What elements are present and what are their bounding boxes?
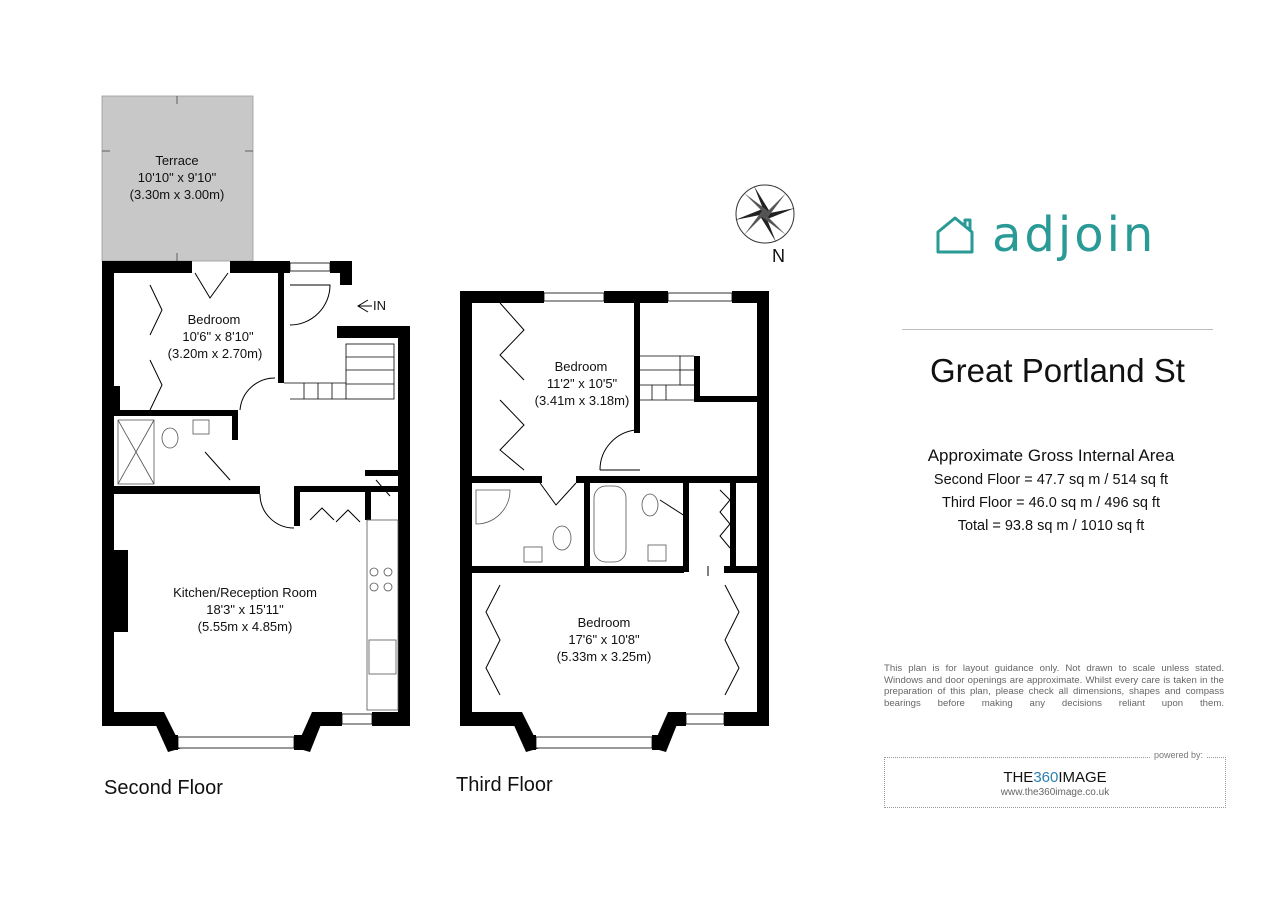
brand-name: adjoin [992, 207, 1157, 263]
brand-360: 360 [1033, 769, 1059, 786]
powered-by-box [884, 750, 1226, 808]
powered-url: www.the360image.co.uk [1000, 787, 1110, 798]
second-floor-label: Second Floor [104, 777, 223, 799]
compass-north-label: N [772, 246, 785, 266]
kitchen-metric: (5.55m x 4.85m) [197, 619, 293, 634]
bedroom-3f-top-name: Bedroom [554, 359, 608, 374]
brand-the: THE [1003, 769, 1034, 786]
compass-icon [735, 185, 795, 243]
bedroom-3f-bottom-name: Bedroom [577, 615, 631, 630]
property-title: Great Portland St [930, 352, 1185, 389]
title-divider [902, 329, 1213, 330]
terrace-metric: (3.30m x 3.00m) [129, 187, 225, 202]
brand-logo [992, 205, 1156, 265]
third-floor-label: Third Floor [456, 774, 553, 796]
area-total: Total = 93.8 sq m / 1010 sq ft [957, 518, 1145, 534]
entrance-label: IN [373, 298, 386, 313]
second-floor-plan [102, 96, 410, 752]
bedroom-3f-bottom-imperial: 17'6" x 10'8" [568, 632, 640, 647]
area-heading: Approximate Gross Internal Area [927, 446, 1175, 465]
area-second-floor: Second Floor = 47.7 sq m / 514 sq ft [933, 472, 1169, 488]
brand-image: IMAGE [1058, 769, 1107, 786]
third-floor-plan [460, 291, 769, 752]
bedroom-2f-metric: (3.20m x 2.70m) [167, 346, 263, 361]
house-logo-icon [938, 218, 972, 252]
terrace-name: Terrace [155, 153, 199, 168]
bedroom-3f-bottom-metric: (5.33m x 3.25m) [556, 649, 652, 664]
the360image-logo [885, 769, 1225, 786]
bedroom-3f-top-imperial: 11'2" x 10'5" [546, 376, 618, 391]
powered-by-label: powered by: [1150, 750, 1207, 760]
bedroom-2f-name: Bedroom [187, 312, 241, 327]
bedroom-2f-imperial: 10'6" x 8'10" [182, 329, 254, 344]
kitchen-name: Kitchen/Reception Room [173, 585, 317, 600]
bedroom-3f-top-metric: (3.41m x 3.18m) [534, 393, 630, 408]
disclaimer-text: This plan is for layout guidance only. Not drawn to scale unless stated. Windows and door openings are approximate. Whilst every care is taken in the preparation of this plan, please check all dimensions, shapes and compass bearings before making any decisions reliant upon them. [884, 663, 1224, 709]
area-third-floor: Third Floor = 46.0 sq m / 496 sq ft [941, 495, 1160, 511]
kitchen-imperial: 18'3" x 15'11" [206, 602, 284, 617]
terrace-imperial: 10'10" x 9'10" [137, 170, 217, 185]
